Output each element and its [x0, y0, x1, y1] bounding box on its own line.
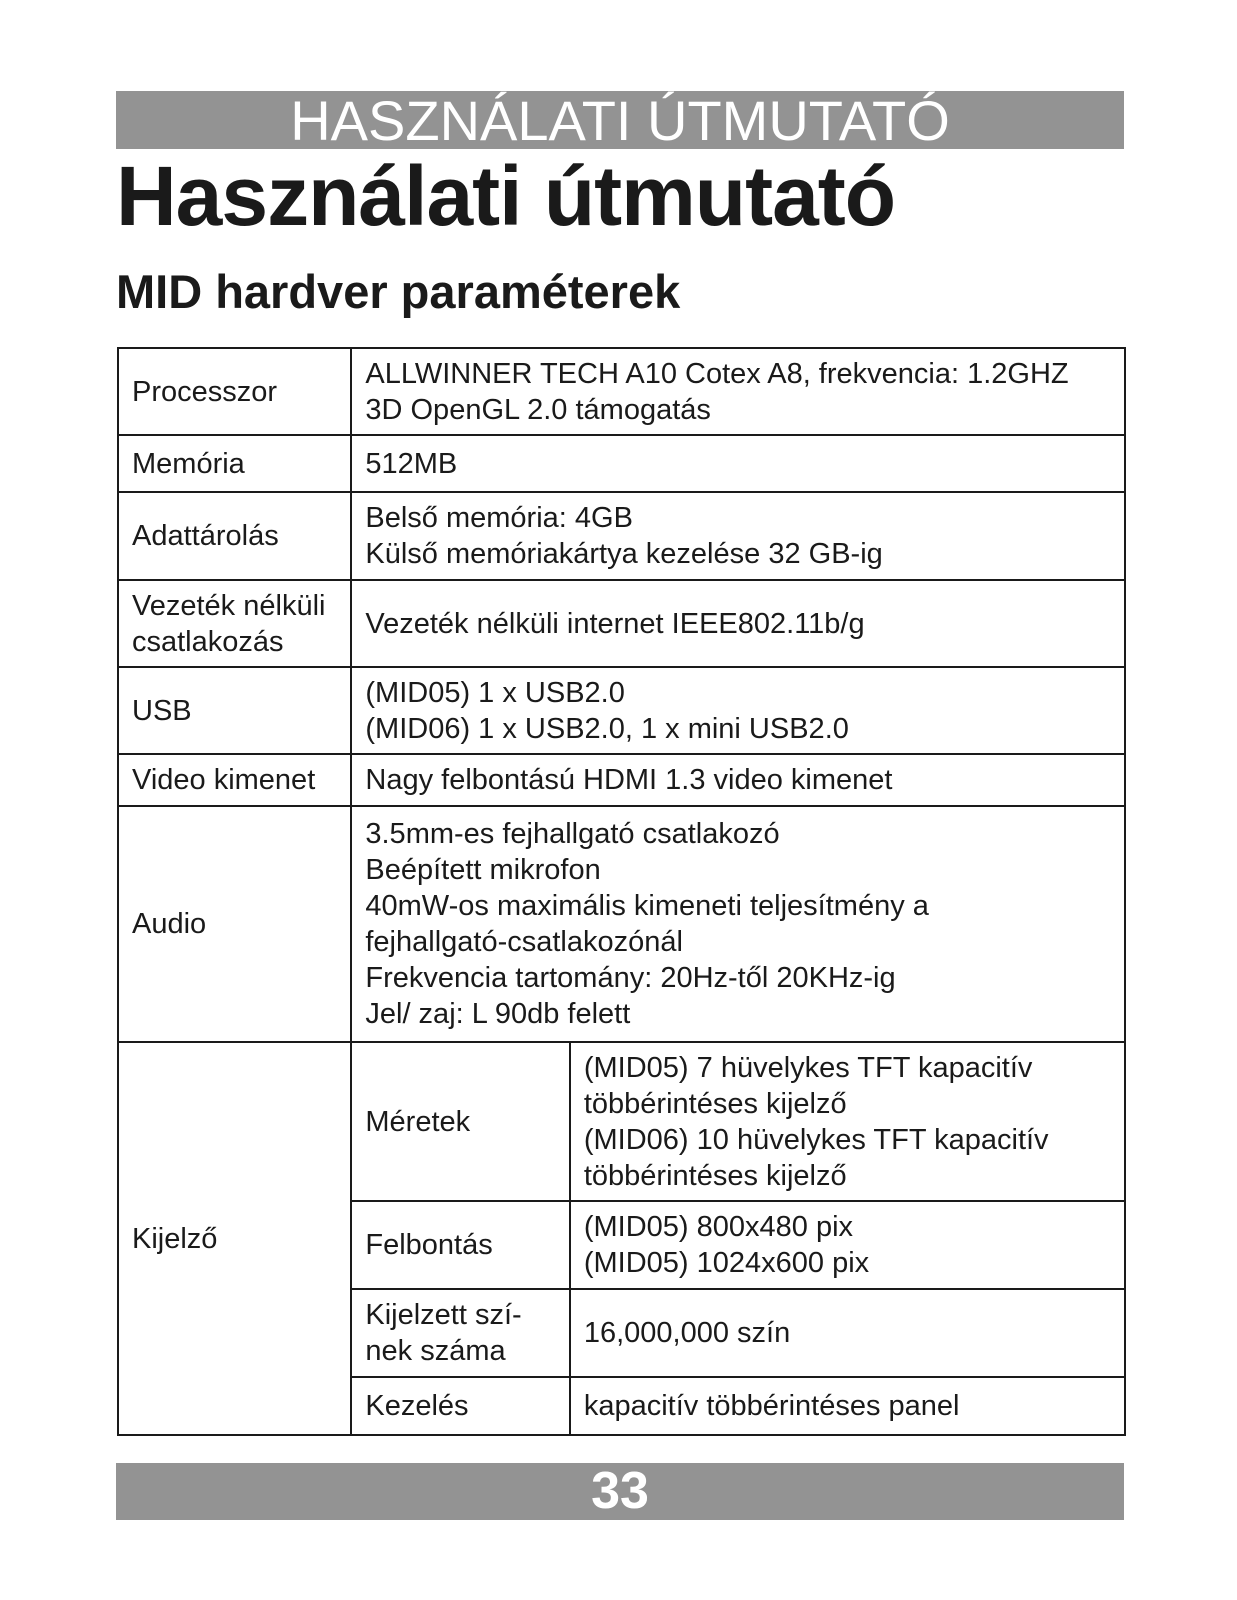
spec-value-line: Frekvencia tartomány: 20Hz-től 20KHz-ig — [365, 962, 896, 994]
spec-value-line: többérintéses kijelző — [583, 1159, 847, 1192]
spec-value-line: 3.5mm-es fejhallgató csatlakozó — [365, 818, 780, 850]
spec-value-line: többérintéses kijelző — [583, 1087, 847, 1120]
spec-value-line: (MID06) 1 x USB2.0, 1 x mini USB2.0 — [365, 712, 849, 745]
spec-value-line: Belső memória: 4GB — [365, 502, 633, 534]
table-row-display-size — [118, 1042, 1125, 1201]
spec-label-processor: Processzor — [118, 348, 351, 435]
spec-value-line: 40mW-os maximális kimeneti teljesítmény a — [365, 890, 929, 922]
header-band-text: HASZNÁLATI ÚTMUTATÓ — [290, 89, 950, 152]
spec-value-storage — [351, 492, 1125, 580]
spec-value-usb — [351, 667, 1125, 754]
spec-sublabel-resolution: Felbontás — [351, 1201, 569, 1289]
spec-value-control: kapacitív többérintéses panel — [570, 1377, 1125, 1435]
spec-value-line: (MID05) 1024x600 pix — [583, 1247, 870, 1279]
spec-value-video: Nagy felbontású HDMI 1.3 video kimenet — [351, 754, 1125, 806]
spec-value-size — [570, 1042, 1125, 1201]
table-row-memory — [118, 435, 1125, 492]
spec-value-resolution — [570, 1201, 1125, 1289]
page-number: 33 — [591, 1462, 649, 1520]
spec-value-colors: 16,000,000 szín — [570, 1289, 1125, 1377]
table-row-wireless — [118, 580, 1125, 667]
spec-value-wireless: Vezeték nélküli internet IEEE802.11b/g — [351, 580, 1125, 667]
table-row-usb — [118, 667, 1125, 754]
spec-value-line: (MID05) 7 hüvelykes TFT kapacitív — [583, 1051, 1033, 1084]
spec-value-line: (MID06) 10 hüvelykes TFT kapacitív — [583, 1123, 1049, 1156]
spec-label-line: csatlakozás — [132, 625, 284, 658]
spec-value-line: ALLWINNER TECH A10 Cotex A8, frekvencia: 1.2GHZ — [365, 357, 1069, 390]
table-row-video — [118, 754, 1125, 806]
spec-label-line: nek száma — [365, 1335, 506, 1367]
spec-label-video: Video kimenet — [118, 754, 351, 806]
table-row-processor — [118, 348, 1125, 435]
footer-band — [116, 1463, 1124, 1520]
spec-label-storage: Adattárolás — [118, 492, 351, 580]
spec-value-line: Jel/ zaj: L 90db felett — [365, 998, 631, 1030]
spec-value-line: (MID05) 800x480 pix — [583, 1211, 854, 1243]
table-row-storage — [118, 492, 1125, 580]
section-title: MID hardver paraméterek — [116, 265, 681, 318]
spec-value-line: (MID05) 1 x USB2.0 — [365, 676, 625, 709]
hardware-spec-table — [117, 347, 1126, 1436]
spec-sublabel-colors — [351, 1289, 569, 1377]
spec-value-line: Külső memóriakártya kezelése 32 GB-ig — [365, 538, 883, 570]
spec-value-line: Beépített mikrofon — [365, 854, 601, 886]
spec-label-line: Kijelzett szí- — [365, 1299, 522, 1331]
spec-value-memory: 512MB — [351, 435, 1125, 492]
spec-label-usb: USB — [118, 667, 351, 754]
header-band — [116, 89, 1124, 152]
spec-value-line: 3D OpenGL 2.0 támogatás — [365, 393, 711, 426]
spec-sublabel-size: Méretek — [351, 1042, 569, 1201]
spec-label-memory: Memória — [118, 435, 351, 492]
spec-label-audio: Audio — [118, 806, 351, 1042]
page-title: Használati útmutató — [116, 149, 896, 243]
spec-label-wireless — [118, 580, 351, 667]
spec-value-processor — [351, 348, 1125, 435]
spec-value-audio — [351, 806, 1125, 1042]
spec-sublabel-control: Kezelés — [351, 1377, 569, 1435]
spec-label-line: Vezeték nélküli — [132, 589, 326, 622]
table-row-audio — [118, 806, 1125, 1042]
spec-value-line: fejhallgató-csatlakozónál — [365, 926, 683, 958]
spec-label-display: Kijelző — [118, 1042, 351, 1435]
